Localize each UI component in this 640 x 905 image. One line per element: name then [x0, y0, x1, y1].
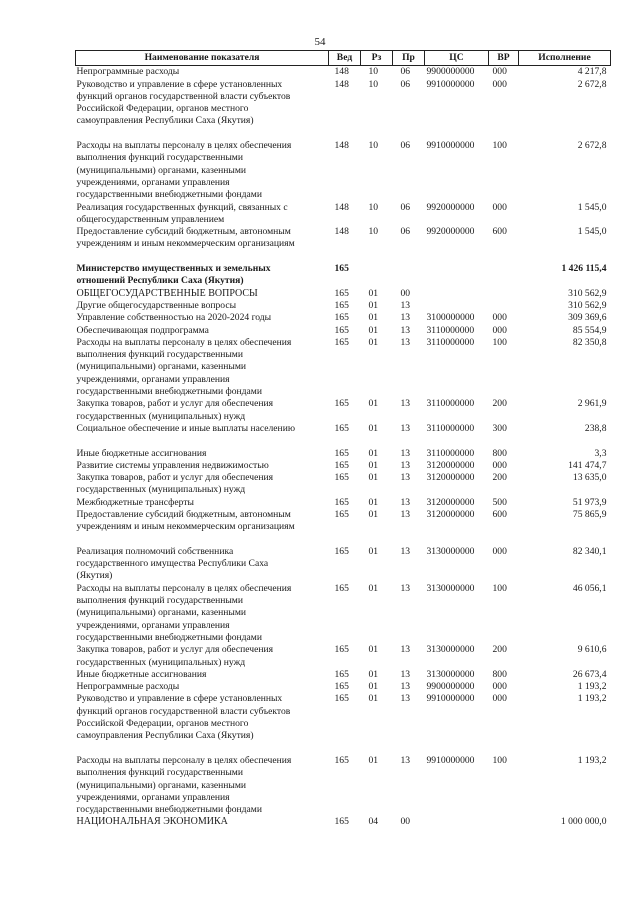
- row-isp: 3,3: [594, 447, 607, 459]
- row-vr: 000: [492, 201, 507, 213]
- row-ved: 165: [334, 312, 349, 324]
- table-header-row: [76, 51, 611, 66]
- row-pr: 06: [400, 78, 411, 90]
- row-vr: 000: [492, 681, 507, 693]
- row-name-line: Реализация государственных функций, связанных с: [76, 201, 288, 213]
- row-name: [76, 226, 329, 263]
- row-cs: 9910000000: [426, 754, 475, 766]
- row-rz: 01: [368, 324, 379, 336]
- row-cs: [425, 263, 489, 288]
- table-row: [76, 546, 611, 583]
- row-isp: 1 545,0: [577, 226, 607, 238]
- row-isp: 51 973,9: [572, 496, 607, 508]
- row-name-line: Расходы на выплаты персоналу в целях обеспечения: [76, 140, 292, 152]
- row-ved: 165: [334, 668, 349, 680]
- row-vr: 500: [492, 496, 507, 508]
- row-isp: 4 217,8: [577, 66, 607, 78]
- row-rz: [361, 263, 393, 288]
- row-pr: 00: [400, 287, 411, 299]
- row-name-line: выполнения функций государственными: [76, 152, 244, 164]
- row-name-line: Российской Федерации, органов местного: [76, 103, 249, 115]
- table-row: [76, 398, 611, 423]
- row-name: [76, 423, 329, 448]
- table-row: [76, 583, 611, 644]
- row-ved: 165: [334, 398, 349, 410]
- row-name: [76, 300, 329, 312]
- row-cs: 3130000000: [426, 545, 475, 557]
- table-row: [76, 816, 611, 828]
- row-name-line: Расходы на выплаты персоналу в целях обеспечения: [76, 754, 292, 766]
- row-cs: [425, 288, 489, 300]
- row-name: [76, 681, 329, 693]
- row-name: [76, 472, 329, 497]
- row-rz: 01: [368, 447, 379, 459]
- row-pr: 13: [400, 668, 411, 680]
- row-isp: 309 369,6: [568, 312, 607, 324]
- row-name-line: государственными внебюджетными фондами: [76, 386, 262, 398]
- row-isp: 26 673,4: [572, 668, 607, 680]
- row-rz: 10: [368, 78, 379, 90]
- row-cs: 3110000000: [426, 398, 475, 410]
- row-cs: 9900000000: [426, 681, 475, 693]
- header-isp: Исполнение: [519, 51, 611, 66]
- row-cs: 9910000000: [426, 693, 475, 705]
- row-name-line: Предоставление субсидий бюджетным, автономным: [76, 508, 291, 520]
- row-pr: 13: [400, 496, 411, 508]
- row-name-line: НАЦИОНАЛЬНАЯ ЭКОНОМИКА: [76, 816, 228, 828]
- row-ved: 165: [334, 336, 349, 348]
- row-name: [76, 398, 329, 423]
- row-name-line: учреждениями, органами управления: [76, 176, 230, 188]
- row-isp: 2 672,8: [577, 140, 607, 152]
- row-cs: 3110000000: [426, 422, 475, 434]
- row-name-line: государственными внебюджетными фондами: [76, 631, 262, 643]
- row-name-line: учреждениям и иным некоммерческим организациям: [76, 521, 295, 533]
- row-cs: 3120000000: [426, 496, 475, 508]
- row-pr: 06: [400, 66, 411, 78]
- row-cs: 3120000000: [426, 459, 475, 471]
- table-row: [76, 202, 611, 227]
- row-name-line: [77, 743, 327, 755]
- row-name: [76, 325, 329, 337]
- row-name-line: Обеспечивающая подпрограмма: [76, 324, 209, 336]
- row-vr: 300: [492, 422, 507, 434]
- row-rz: 01: [368, 398, 379, 410]
- row-vr: [489, 816, 519, 828]
- row-vr: 100: [492, 754, 507, 766]
- row-rz: 01: [368, 693, 379, 705]
- table-row: [76, 423, 611, 448]
- row-name-line: ОБЩЕГОСУДАРСТВЕННЫЕ ВОПРОСЫ: [76, 287, 258, 299]
- row-name-line: государственных (муниципальных) нужд: [76, 656, 246, 668]
- row-name: [76, 755, 329, 816]
- table-row: [76, 312, 611, 324]
- row-name-line: общегосударственным управлением: [76, 213, 225, 225]
- table-body: [76, 66, 611, 829]
- row-cs: 9920000000: [426, 226, 475, 238]
- row-name-line: Расходы на выплаты персоналу в целях обеспечения: [76, 582, 292, 594]
- table-row: [76, 325, 611, 337]
- row-cs: 3130000000: [426, 644, 475, 656]
- row-isp: 2 672,8: [577, 78, 607, 90]
- row-pr: 06: [400, 201, 411, 213]
- row-pr: 13: [400, 545, 411, 557]
- row-name-line: государственных (муниципальных) нужд: [76, 484, 246, 496]
- row-rz: 04: [368, 816, 379, 828]
- row-name-line: (муниципальными) органами, казенными: [76, 164, 247, 176]
- row-name: [76, 816, 329, 828]
- row-pr: 13: [400, 447, 411, 459]
- header-rz: Рз: [361, 51, 393, 66]
- table-row: [76, 644, 611, 669]
- row-isp: 9 610,6: [577, 644, 607, 656]
- table-row: [76, 226, 611, 263]
- row-name-line: (муниципальными) органами, казенными: [76, 361, 247, 373]
- row-name: [76, 79, 329, 140]
- row-pr: 13: [400, 508, 411, 520]
- row-pr: 06: [400, 140, 411, 152]
- row-pr: 13: [400, 422, 411, 434]
- row-rz: 10: [368, 201, 379, 213]
- table-row: [76, 140, 611, 201]
- table-row: [76, 448, 611, 460]
- row-rz: 10: [368, 226, 379, 238]
- table-row: [76, 337, 611, 398]
- row-isp: 238,8: [584, 422, 607, 434]
- row-name: [76, 66, 329, 79]
- row-vr: 600: [492, 226, 507, 238]
- row-name-line: Иные бюджетные ассигнования: [76, 668, 207, 680]
- row-vr: 100: [492, 336, 507, 348]
- table-row: [76, 509, 611, 546]
- row-rz: 01: [368, 545, 379, 557]
- row-vr: 200: [492, 398, 507, 410]
- row-ved: 148: [334, 226, 349, 238]
- row-cs: 3110000000: [426, 324, 475, 336]
- table-row: [76, 681, 611, 693]
- row-pr: 13: [400, 681, 411, 693]
- row-vr: 000: [492, 693, 507, 705]
- row-isp: 1 000 000,0: [560, 816, 607, 828]
- row-isp: 1 193,2: [577, 693, 607, 705]
- row-ved: 165: [334, 693, 349, 705]
- header-pr: Пр: [393, 51, 425, 66]
- row-rz: 01: [368, 644, 379, 656]
- row-pr: 13: [400, 336, 411, 348]
- row-isp: 2 961,9: [577, 398, 607, 410]
- row-name-line: Непрограммные расходы: [76, 681, 180, 693]
- row-vr: 000: [492, 545, 507, 557]
- row-cs: [425, 816, 489, 828]
- row-name-line: государственными внебюджетными фондами: [76, 189, 262, 201]
- row-cs: 3130000000: [426, 582, 475, 594]
- row-rz: 01: [368, 496, 379, 508]
- row-rz: 01: [368, 582, 379, 594]
- row-cs: 3100000000: [426, 312, 475, 324]
- table-row: [76, 497, 611, 509]
- row-rz: 10: [368, 66, 379, 78]
- row-ved: 148: [334, 201, 349, 213]
- row-name-line: Иные бюджетные ассигнования: [76, 447, 207, 459]
- row-cs: 9910000000: [426, 78, 475, 90]
- row-name-line: [77, 534, 327, 546]
- row-ved: 165: [334, 299, 349, 311]
- row-ved: 165: [334, 508, 349, 520]
- row-ved: 165: [334, 263, 349, 275]
- table-row: [76, 755, 611, 816]
- row-name-line: Закупка товаров, работ и услуг для обеспечения: [76, 472, 274, 484]
- row-vr: [489, 263, 519, 288]
- row-name: [76, 669, 329, 681]
- page-number: 54: [314, 36, 326, 48]
- row-isp: 85 554,9: [572, 324, 607, 336]
- row-vr: 100: [492, 582, 507, 594]
- row-isp: 310 562,9: [568, 299, 607, 311]
- row-name-line: самоуправления Республики Саха (Якутия): [76, 115, 254, 127]
- row-name: [76, 288, 329, 300]
- row-ved: 165: [334, 644, 349, 656]
- row-isp: 1 193,2: [577, 754, 607, 766]
- row-cs: 3130000000: [426, 668, 475, 680]
- row-name-line: учреждениям и иным некоммерческим организациям: [76, 238, 295, 250]
- header-ved: Вед: [329, 51, 361, 66]
- row-name-line: (муниципальными) органами, казенными: [76, 607, 247, 619]
- row-name: [76, 546, 329, 583]
- row-pr: 13: [400, 324, 411, 336]
- row-isp: 46 056,1: [572, 582, 607, 594]
- row-isp: 141 474,7: [568, 459, 607, 471]
- row-vr: 800: [492, 447, 507, 459]
- row-isp: 13 635,0: [572, 472, 607, 484]
- row-name: [76, 337, 329, 398]
- row-name-line: Социальное обеспечение и иные выплаты населению: [76, 422, 295, 434]
- row-vr: 000: [492, 66, 507, 78]
- row-name-line: Непрограммные расходы: [76, 66, 180, 78]
- row-pr: 13: [400, 299, 411, 311]
- table-row: [76, 66, 611, 79]
- row-pr: 13: [400, 312, 411, 324]
- row-name-line: учреждениями, органами управления: [76, 373, 230, 385]
- row-cs: 3120000000: [426, 508, 475, 520]
- row-name-line: выполнения функций государственными: [76, 767, 244, 779]
- header-name: Наименование показателя: [76, 51, 329, 66]
- row-name: [76, 202, 329, 227]
- row-ved: 165: [334, 754, 349, 766]
- table-row: [76, 472, 611, 497]
- row-ved: 165: [334, 324, 349, 336]
- row-pr: 13: [400, 459, 411, 471]
- header-vr: ВР: [489, 51, 519, 66]
- row-vr: 000: [492, 459, 507, 471]
- row-name: [76, 263, 329, 288]
- row-name-line: [77, 251, 327, 263]
- row-pr: 13: [400, 472, 411, 484]
- row-rz: 01: [368, 312, 379, 324]
- row-isp: 1 545,0: [577, 201, 607, 213]
- row-pr: 06: [400, 226, 411, 238]
- row-isp: 82 350,8: [572, 336, 607, 348]
- row-name-line: Расходы на выплаты персоналу в целях обеспечения: [76, 336, 292, 348]
- row-name: [76, 460, 329, 472]
- row-name-line: отношений Республики Саха (Якутия): [76, 275, 244, 287]
- row-ved: 165: [334, 681, 349, 693]
- row-cs: 9910000000: [426, 140, 475, 152]
- row-ved: 165: [334, 459, 349, 471]
- row-name: [76, 509, 329, 546]
- row-pr: 00: [400, 816, 411, 828]
- table-row: [76, 79, 611, 140]
- row-name-line: [77, 435, 327, 447]
- table-row: [76, 669, 611, 681]
- row-name-line: Российской Федерации, органов местного: [76, 718, 249, 730]
- row-isp: 1 426 115,4: [561, 263, 607, 275]
- row-cs: 9920000000: [426, 201, 475, 213]
- row-vr: 100: [492, 140, 507, 152]
- row-rz: 01: [368, 681, 379, 693]
- row-rz: 01: [368, 668, 379, 680]
- row-rz: 01: [368, 422, 379, 434]
- row-rz: 01: [368, 299, 379, 311]
- row-cs: 3120000000: [426, 472, 475, 484]
- row-name: [76, 644, 329, 669]
- row-isp: 82 340,1: [572, 545, 607, 557]
- row-name-line: Руководство и управление в сфере установленных: [76, 78, 283, 90]
- row-name: [76, 140, 329, 201]
- row-ved: 165: [334, 422, 349, 434]
- row-cs: 3110000000: [426, 336, 475, 348]
- row-name-line: государственными внебюджетными фондами: [76, 804, 262, 816]
- row-name-line: (Якутия): [76, 570, 113, 582]
- row-rz: 01: [368, 336, 379, 348]
- row-ved: 165: [334, 582, 349, 594]
- row-pr: 13: [400, 693, 411, 705]
- row-name-line: государственных (муниципальных) нужд: [76, 410, 246, 422]
- table-row: [76, 300, 611, 312]
- row-name-line: функций органов государственной власти субъектов: [76, 90, 291, 102]
- row-name-line: выполнения функций государственными: [76, 349, 244, 361]
- row-vr: 000: [492, 312, 507, 324]
- row-name-line: Руководство и управление в сфере установленных: [76, 693, 283, 705]
- row-name-line: учреждениями, органами управления: [76, 791, 230, 803]
- row-rz: 01: [368, 459, 379, 471]
- row-name-line: Другие общегосударственные вопросы: [76, 299, 237, 311]
- row-pr: 13: [400, 582, 411, 594]
- header-cs: ЦС: [425, 51, 489, 66]
- row-pr: [393, 263, 425, 288]
- row-rz: 01: [368, 472, 379, 484]
- row-cs: 9900000000: [426, 66, 475, 78]
- row-name-line: самоуправления Республики Саха (Якутия): [76, 730, 254, 742]
- row-ved: 165: [334, 472, 349, 484]
- table-row: [76, 288, 611, 300]
- row-ved: 148: [334, 66, 349, 78]
- row-cs: [425, 300, 489, 312]
- row-isp: 310 562,9: [568, 287, 607, 299]
- row-ved: 148: [334, 78, 349, 90]
- row-name: [76, 497, 329, 509]
- row-name-line: учреждениями, органами управления: [76, 619, 230, 631]
- row-rz: 01: [368, 287, 379, 299]
- row-isp: 1 193,2: [577, 681, 607, 693]
- row-pr: 13: [400, 644, 411, 656]
- budget-table: [75, 50, 611, 829]
- row-name-line: Предоставление субсидий бюджетным, автономным: [76, 226, 291, 238]
- row-ved: 148: [334, 140, 349, 152]
- row-ved: 165: [334, 287, 349, 299]
- row-vr: 000: [492, 324, 507, 336]
- row-pr: 13: [400, 754, 411, 766]
- row-vr: [489, 300, 519, 312]
- row-name-line: выполнения функций государственными: [76, 595, 244, 607]
- row-vr: [489, 288, 519, 300]
- row-ved: 165: [334, 545, 349, 557]
- row-name: [76, 693, 329, 754]
- table-row: [76, 263, 611, 288]
- row-name: [76, 448, 329, 460]
- row-name-line: функций органов государственной власти субъектов: [76, 705, 291, 717]
- row-isp: 75 865,9: [572, 508, 607, 520]
- row-ved: 165: [334, 447, 349, 459]
- row-name-line: Развитие системы управления недвижимостью: [76, 459, 269, 471]
- row-name-line: Реализация полномочий собственника: [76, 545, 234, 557]
- row-vr: 000: [492, 78, 507, 90]
- row-name: [76, 312, 329, 324]
- row-vr: 600: [492, 508, 507, 520]
- row-cs: 3110000000: [426, 447, 475, 459]
- row-ved: 165: [334, 496, 349, 508]
- table-row: [76, 460, 611, 472]
- row-vr: 800: [492, 668, 507, 680]
- row-rz: 01: [368, 754, 379, 766]
- row-name-line: Межбюджетные трансферты: [76, 496, 194, 508]
- row-name-line: Управление собственностью на 2020-2024 годы: [76, 312, 272, 324]
- row-name-line: [77, 128, 327, 140]
- row-rz: 01: [368, 508, 379, 520]
- row-name-line: Закупка товаров, работ и услуг для обеспечения: [76, 644, 274, 656]
- row-vr: 200: [492, 644, 507, 656]
- row-name-line: (муниципальными) органами, казенными: [76, 779, 247, 791]
- row-name-line: государственного имущества Республики Саха: [76, 558, 269, 570]
- row-name-line: Министерство имущественных и земельных: [76, 263, 271, 275]
- row-vr: 200: [492, 472, 507, 484]
- row-name-line: Закупка товаров, работ и услуг для обеспечения: [76, 398, 274, 410]
- table-row: [76, 693, 611, 754]
- row-rz: 10: [368, 140, 379, 152]
- row-ved: 165: [334, 816, 349, 828]
- row-pr: 13: [400, 398, 411, 410]
- row-name: [76, 583, 329, 644]
